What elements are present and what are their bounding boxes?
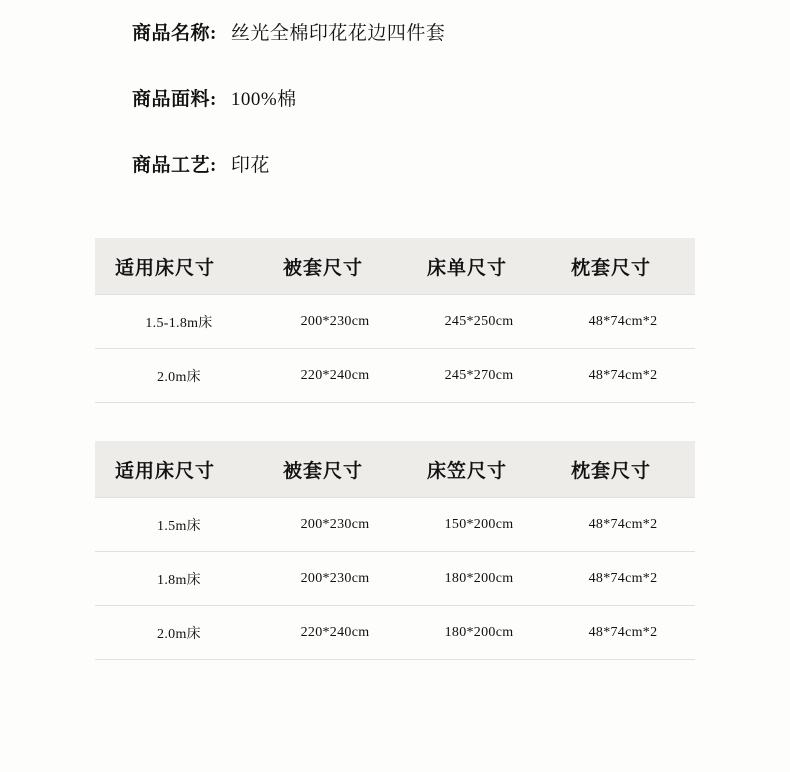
column-header-duvet-cover-size: 被套尺寸	[263, 441, 407, 498]
cell-bed-size: 1.5-1.8m床	[95, 295, 263, 349]
cell-bed-size: 2.0m床	[95, 606, 263, 660]
cell-duvet-cover-size: 220*240cm	[263, 606, 407, 660]
spec-row-product-name	[0, 18, 790, 84]
column-header-duvet-cover-size: 被套尺寸	[263, 238, 407, 295]
cell-fitted-sheet-size: 180*200cm	[407, 552, 551, 606]
table-header-fitted-sheet	[95, 441, 695, 498]
size-table-block-flat-sheet	[95, 238, 695, 403]
table-row	[95, 606, 695, 660]
cell-flat-sheet-size: 245*270cm	[407, 349, 551, 403]
column-header-pillowcase-size: 枕套尺寸	[551, 441, 695, 498]
cell-bed-size: 1.5m床	[95, 498, 263, 552]
cell-pillowcase-size: 48*74cm*2	[551, 498, 695, 552]
cell-duvet-cover-size: 200*230cm	[263, 552, 407, 606]
cell-fitted-sheet-size: 150*200cm	[407, 498, 551, 552]
cell-bed-size: 1.8m床	[95, 552, 263, 606]
spec-row-craft	[0, 150, 790, 216]
table-body-flat-sheet	[95, 295, 695, 403]
spec-label-product-name: 商品名称:	[132, 23, 217, 44]
size-table-flat-sheet	[95, 238, 695, 403]
cell-flat-sheet-size: 245*250cm	[407, 295, 551, 349]
cell-fitted-sheet-size: 180*200cm	[407, 606, 551, 660]
table-row	[95, 498, 695, 552]
column-header-flat-sheet-size: 床单尺寸	[407, 238, 551, 295]
column-header-pillowcase-size: 枕套尺寸	[551, 238, 695, 295]
size-table-fitted-sheet	[95, 441, 695, 660]
spec-value-product-name: 丝光全棉印花花边四件套	[230, 23, 446, 44]
table-row	[95, 349, 695, 403]
column-header-bed-size: 适用床尺寸	[95, 238, 263, 295]
column-header-bed-size: 适用床尺寸	[95, 441, 263, 498]
spec-value-craft: 印花	[230, 155, 270, 176]
size-table-block-fitted-sheet	[95, 441, 695, 660]
table-row	[95, 552, 695, 606]
table-header-flat-sheet	[95, 238, 695, 295]
cell-pillowcase-size: 48*74cm*2	[551, 295, 695, 349]
spec-value-fabric: 100%棉	[230, 89, 297, 110]
table-row	[95, 295, 695, 349]
cell-pillowcase-size: 48*74cm*2	[551, 349, 695, 403]
cell-pillowcase-size: 48*74cm*2	[551, 552, 695, 606]
spec-row-fabric	[0, 84, 790, 150]
cell-duvet-cover-size: 200*230cm	[263, 295, 407, 349]
table-body-fitted-sheet	[95, 498, 695, 660]
table-header-row	[95, 441, 695, 498]
table-header-row	[95, 238, 695, 295]
spec-label-fabric: 商品面料:	[132, 89, 217, 110]
column-header-fitted-sheet-size: 床笠尺寸	[407, 441, 551, 498]
specification-list	[0, 0, 790, 216]
cell-pillowcase-size: 48*74cm*2	[551, 606, 695, 660]
cell-duvet-cover-size: 220*240cm	[263, 349, 407, 403]
spec-label-craft: 商品工艺:	[132, 155, 217, 176]
cell-duvet-cover-size: 200*230cm	[263, 498, 407, 552]
cell-bed-size: 2.0m床	[95, 349, 263, 403]
